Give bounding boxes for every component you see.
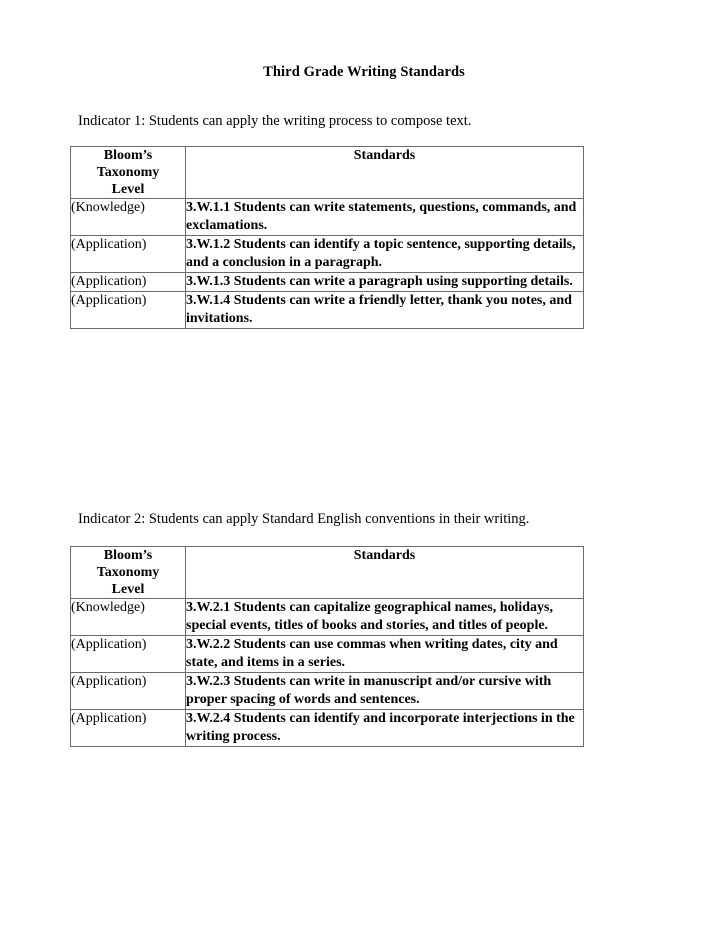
- table-header-row: [71, 147, 584, 199]
- column-header-bloom-taxonomy-level: [71, 547, 186, 599]
- cell-standard-text: 3.W.2.3 Students can write in manuscript and/or cursive with proper spacing of words and sentences.: [186, 673, 584, 710]
- table-row: [71, 292, 584, 329]
- table-row: [71, 673, 584, 710]
- cell-bloom-level: (Application): [71, 273, 186, 292]
- cell-bloom-level: (Application): [71, 636, 186, 673]
- cell-bloom-level: (Application): [71, 292, 186, 329]
- column-header-bloom-line-2: Taxonomy: [96, 165, 160, 180]
- cell-standard-text: 3.W.2.2 Students can use commas when writing dates, city and state, and items in a series.: [186, 636, 584, 673]
- cell-standard-text: 3.W.1.2 Students can identify a topic sentence, supporting details, and a conclusion in a paragraph.: [186, 236, 584, 273]
- cell-bloom-level: (Application): [71, 673, 186, 710]
- column-header-standards: Standards: [186, 547, 584, 599]
- cell-standard-text: 3.W.1.1 Students can write statements, questions, commands, and exclamations.: [186, 199, 584, 236]
- table-row: [71, 236, 584, 273]
- indicator-2-heading: Indicator 2: Students can apply Standard English conventions in their writing.: [78, 511, 530, 527]
- table-row: [71, 636, 584, 673]
- indicator-1-heading: Indicator 1: Students can apply the writing process to compose text.: [78, 113, 472, 129]
- table-row: [71, 599, 584, 636]
- column-header-bloom-line-2: Taxonomy: [96, 565, 160, 580]
- column-header-bloom-line-3: Level: [111, 182, 145, 197]
- cell-standard-text: 3.W.1.4 Students can write a friendly letter, thank you notes, and invitations.: [186, 292, 584, 329]
- cell-standard-text: 3.W.1.3 Students can write a paragraph using supporting details.: [186, 273, 584, 292]
- column-header-bloom-line-1: Bloom’s: [103, 148, 153, 163]
- table-row: [71, 710, 584, 747]
- cell-bloom-level: (Knowledge): [71, 199, 186, 236]
- cell-bloom-level: (Application): [71, 710, 186, 747]
- column-header-bloom-line-3: Level: [111, 582, 145, 597]
- cell-bloom-level: (Knowledge): [71, 599, 186, 636]
- column-header-bloom-line-1: Bloom’s: [103, 548, 153, 563]
- table-header-row: [71, 547, 584, 599]
- standards-table-indicator-2: [70, 546, 584, 747]
- cell-bloom-level: (Application): [71, 236, 186, 273]
- cell-standard-text: 3.W.2.4 Students can identify and incorporate interjections in the writing process.: [186, 710, 584, 747]
- standards-table-indicator-1: [70, 146, 584, 329]
- column-header-standards: Standards: [186, 147, 584, 199]
- table-row: [71, 199, 584, 236]
- cell-standard-text: 3.W.2.1 Students can capitalize geographical names, holidays, special events, titles of books and stories, and titles of people.: [186, 599, 584, 636]
- table-row: [71, 273, 584, 292]
- page-title: Third Grade Writing Standards: [263, 64, 465, 80]
- column-header-bloom-taxonomy-level: [71, 147, 186, 199]
